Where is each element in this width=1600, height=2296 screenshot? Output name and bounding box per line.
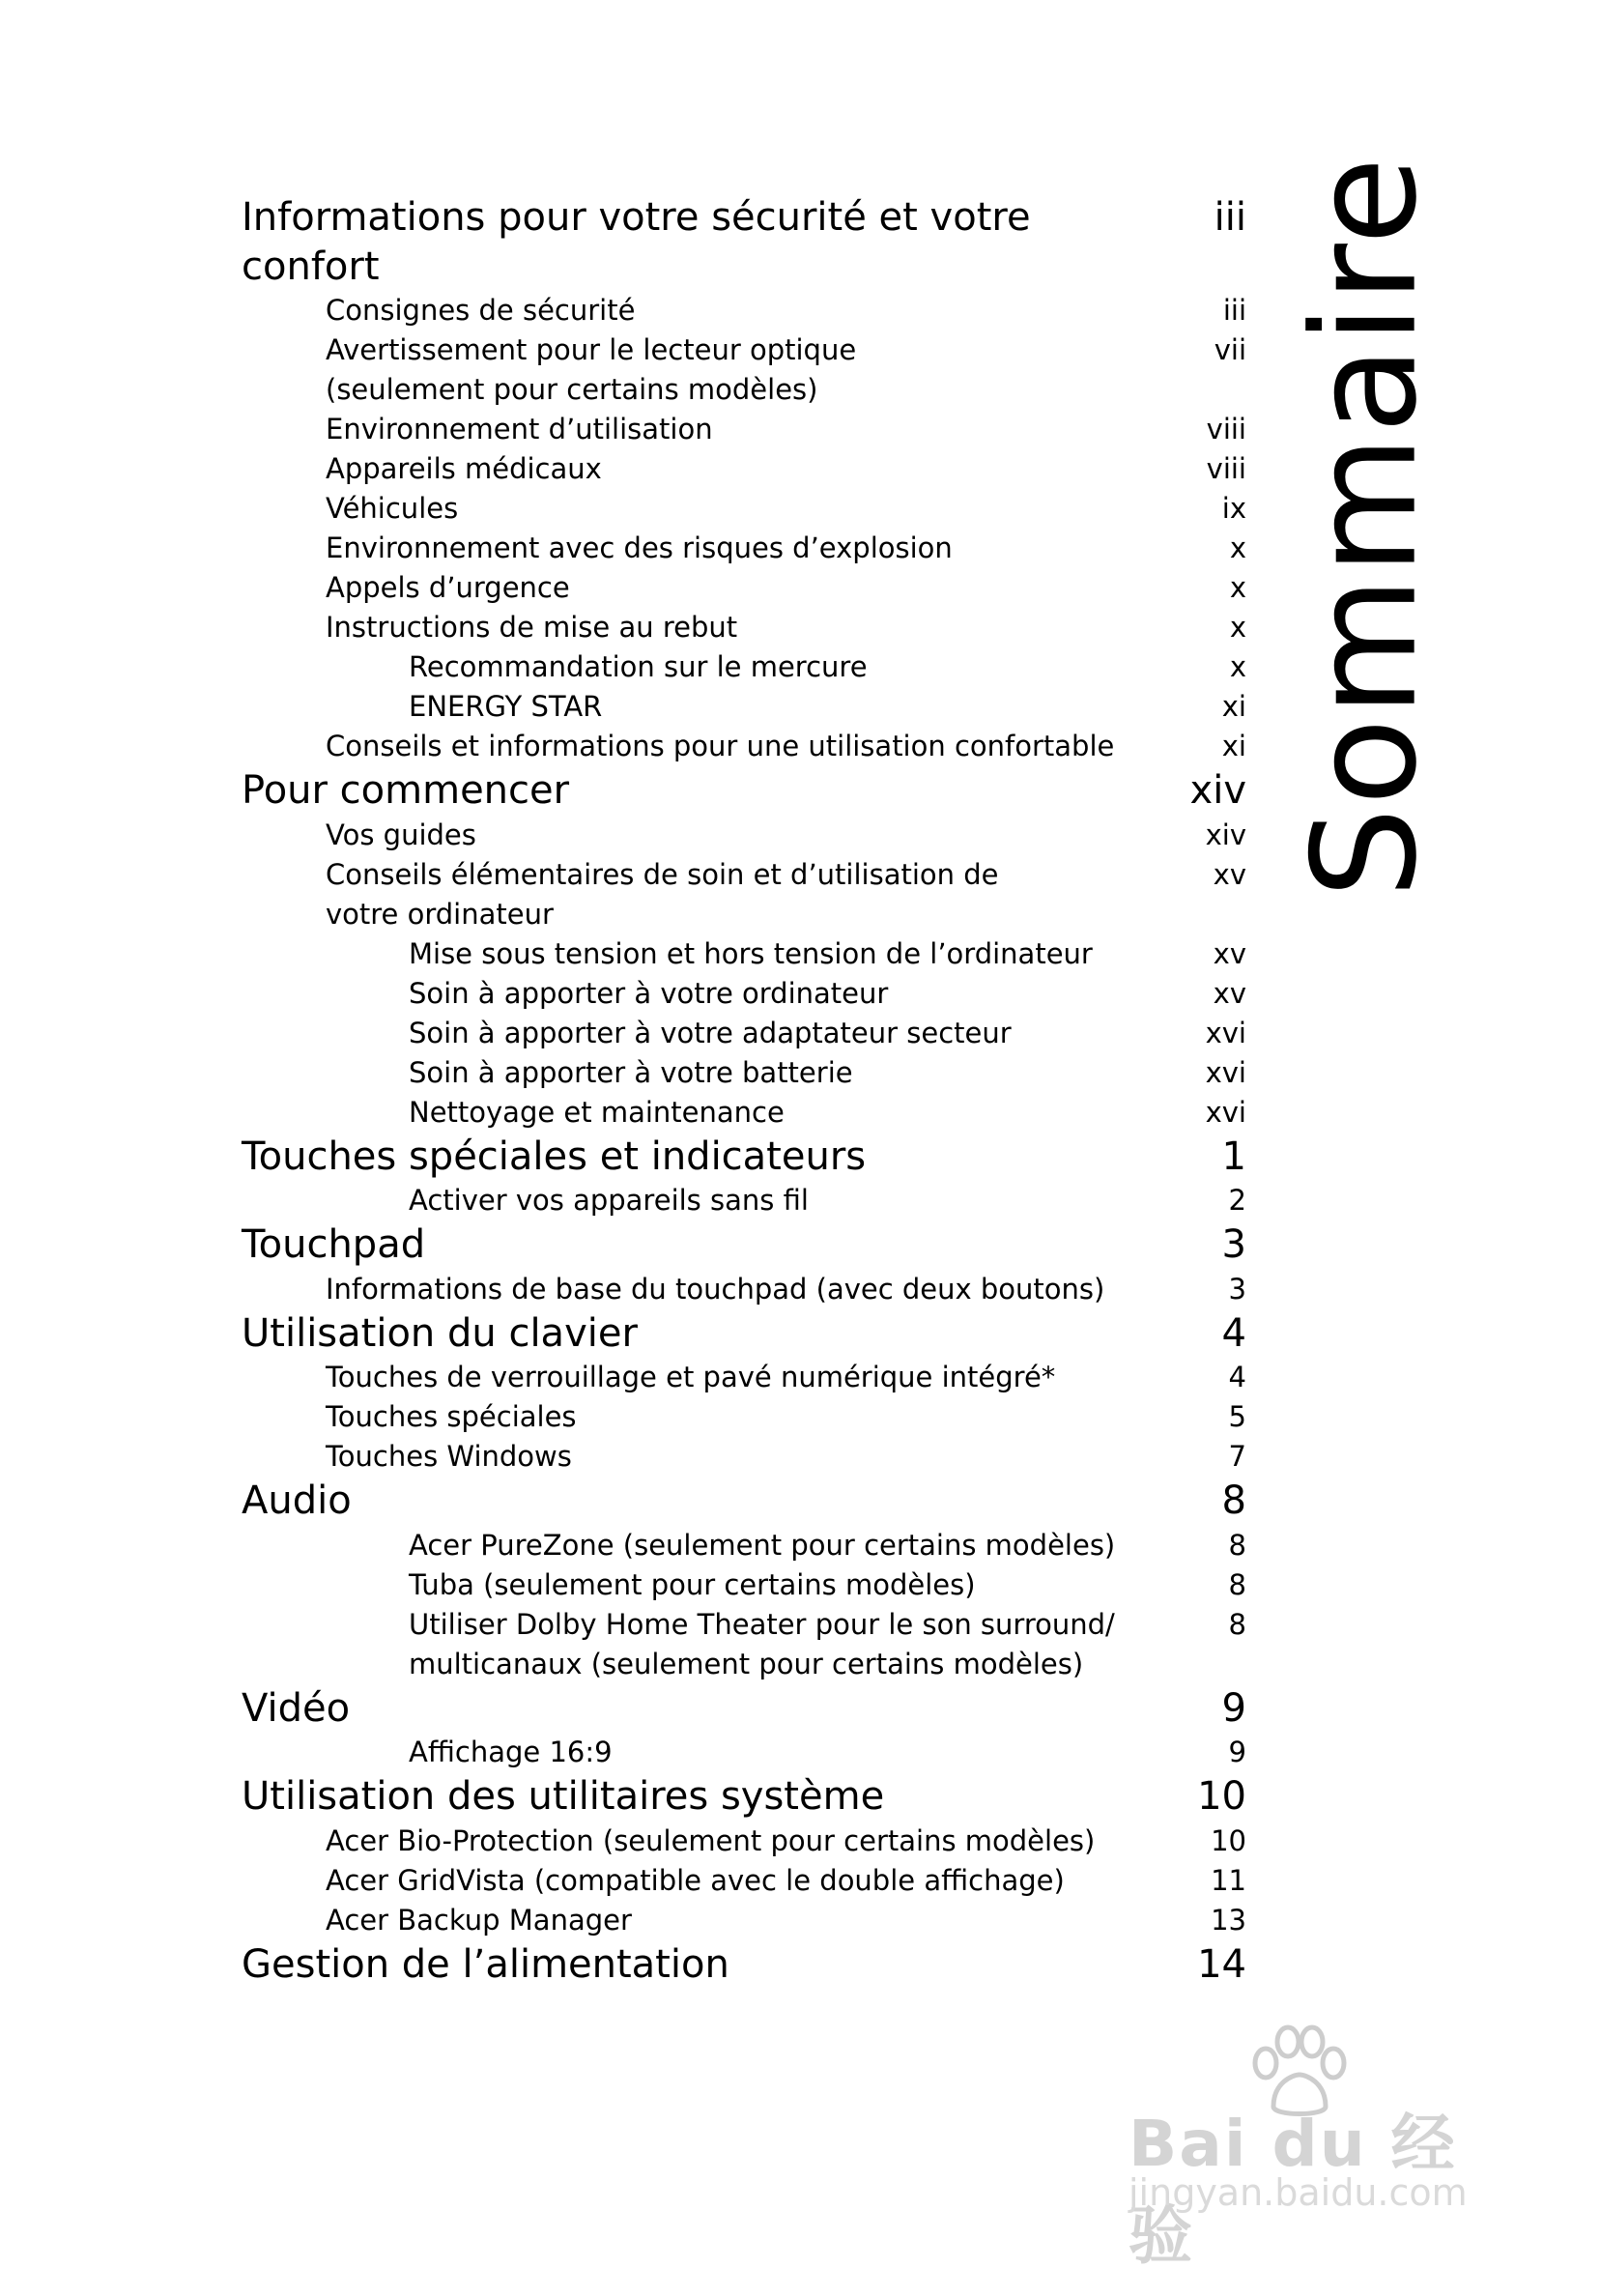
toc-entry-title: Acer GridVista (compatible avec le double affichage) (326, 1863, 1065, 1897)
toc-entry-level-2[interactable] (242, 608, 1246, 647)
toc-entry-level-1[interactable] (242, 1309, 1246, 1359)
toc-entry-level-3[interactable] (242, 1053, 1246, 1093)
toc-entry-level-1[interactable] (242, 1133, 1246, 1182)
side-title-text: Sommaire (1282, 155, 1449, 899)
toc-entry-page: x (1229, 611, 1246, 644)
toc-entry-title: Informations pour votre sécurité et votre confort (242, 195, 1031, 289)
toc-entry-page: xvi (1205, 1055, 1246, 1089)
toc-entry-page: viii (1206, 452, 1246, 485)
toc-entry-level-2[interactable] (242, 330, 1246, 410)
toc-entry-level-1[interactable] (242, 193, 1246, 291)
toc-entry-level-2[interactable] (242, 568, 1246, 608)
toc-entry-level-3[interactable] (242, 1181, 1246, 1220)
toc-entry-title: Acer Backup Manager (326, 1903, 632, 1937)
toc-entry-title: Avertissement pour le lecteur optique (seulement pour certains modèles) (326, 333, 857, 406)
toc-entry-title: Mise sous tension et hors tension de l’ordinateur (409, 936, 1093, 970)
toc-entry-level-3[interactable] (242, 687, 1246, 727)
toc-entry-page: xiv (1189, 768, 1246, 813)
toc-entry-title: Environnement d’utilisation (326, 413, 713, 445)
toc-entry-page: xi (1221, 730, 1246, 762)
toc-entry-level-3[interactable] (242, 647, 1246, 687)
toc-entry-title: Activer vos appareils sans fil (409, 1184, 809, 1217)
toc-entry-level-3[interactable] (242, 1565, 1246, 1605)
toc-entry-title: Acer Bio-Protection (seulement pour certains modèles) (326, 1823, 1096, 1857)
toc-entry-title: ENERGY STAR (409, 690, 603, 723)
toc-entry-page: 8 (1221, 1478, 1246, 1523)
toc-entry-page: iii (1214, 195, 1246, 240)
toc-entry-title: Recommandation sur le mercure (409, 650, 868, 683)
toc-entry-level-1[interactable] (242, 1220, 1246, 1270)
toc-entry-level-1[interactable] (242, 1684, 1246, 1734)
toc-entry-page: 4 (1221, 1310, 1246, 1356)
toc-entry-title: Appels d’urgence (326, 571, 570, 604)
toc-entry-level-2[interactable] (242, 291, 1246, 330)
toc-entry-title: Conseils et informations pour une utilisation confortable (326, 730, 1115, 762)
toc-entry-page: 13 (1211, 1903, 1246, 1937)
toc-entry-level-2[interactable] (242, 816, 1246, 855)
watermark-url: jingyan.baidu.com (1129, 2171, 1468, 2214)
toc-entry-page: 11 (1211, 1863, 1246, 1897)
toc-entry-page: 14 (1197, 1941, 1246, 1987)
toc-entry-level-2[interactable] (242, 1437, 1246, 1477)
toc-entry-level-1[interactable] (242, 1940, 1246, 1990)
toc-entry-level-2[interactable] (242, 529, 1246, 568)
table-of-contents (242, 193, 1246, 1989)
toc-entry-title: Touches spéciales (326, 1400, 577, 1433)
toc-entry-page: 5 (1228, 1400, 1246, 1433)
toc-entry-page: xvi (1205, 1095, 1246, 1129)
toc-entry-title: Utiliser Dolby Home Theater pour le son surround/ multicanaux (seulement pour certains modèles) (409, 1607, 1115, 1680)
toc-entry-title: Véhicules (326, 492, 459, 525)
toc-entry-level-3[interactable] (242, 1733, 1246, 1772)
toc-entry-level-2[interactable] (242, 727, 1246, 766)
toc-entry-page: x (1229, 531, 1246, 564)
toc-entry-level-3[interactable] (242, 1605, 1246, 1684)
toc-entry-level-3[interactable] (242, 974, 1246, 1014)
toc-entry-title: Consignes de sécurité (326, 294, 636, 327)
toc-entry-level-2[interactable] (242, 1901, 1246, 1940)
toc-entry-title: Affichage 16:9 (409, 1736, 613, 1768)
toc-entry-level-2[interactable] (242, 449, 1246, 489)
toc-entry-page: vii (1214, 333, 1246, 366)
toc-entry-page: xv (1213, 857, 1246, 891)
toc-entry-title: Soin à apporter à votre batterie (409, 1055, 853, 1089)
toc-entry-title: Instructions de mise au rebut (326, 611, 738, 644)
toc-entry-title: Environnement avec des risques d’explosion (326, 531, 953, 564)
toc-entry-level-3[interactable] (242, 934, 1246, 974)
toc-entry-title: Touches spéciales et indicateurs (242, 1134, 867, 1179)
toc-entry-title: Utilisation du clavier (242, 1310, 638, 1356)
toc-entry-title: Touchpad (242, 1222, 426, 1267)
toc-entry-level-1[interactable] (242, 1477, 1246, 1526)
toc-entry-level-2[interactable] (242, 1822, 1246, 1861)
toc-entry-title: Nettoyage et maintenance (409, 1095, 785, 1129)
toc-entry-title: Gestion de l’alimentation (242, 1941, 729, 1987)
toc-entry-page: 3 (1228, 1272, 1246, 1306)
toc-entry-title: Touches de verrouillage et pavé numérique intégré* (326, 1361, 1056, 1393)
toc-entry-title: Vos guides (326, 818, 476, 851)
toc-entry-title: Pour commencer (242, 768, 570, 813)
toc-entry-page: 1 (1221, 1134, 1246, 1179)
toc-entry-title: Utilisation des utilitaires système (242, 1774, 885, 1819)
toc-entry-page: x (1229, 650, 1246, 683)
toc-entry-page: viii (1206, 413, 1246, 445)
toc-entry-level-2[interactable] (242, 410, 1246, 449)
toc-entry-title: Touches Windows (326, 1440, 572, 1473)
toc-entry-page: 4 (1228, 1361, 1246, 1393)
baidu-watermark (1129, 2024, 1505, 2273)
toc-entry-level-3[interactable] (242, 1526, 1246, 1565)
toc-entry-title: Audio (242, 1478, 352, 1523)
toc-entry-page: 8 (1228, 1528, 1246, 1562)
toc-entry-page: xiv (1205, 818, 1246, 851)
toc-entry-page: xvi (1205, 1016, 1246, 1049)
toc-entry-title: Tuba (seulement pour certains modèles) (409, 1567, 976, 1601)
toc-entry-title: Soin à apporter à votre ordinateur (409, 976, 889, 1010)
toc-entry-level-2[interactable] (242, 1358, 1246, 1397)
toc-entry-page: 2 (1228, 1184, 1246, 1217)
toc-entry-page: xi (1221, 690, 1246, 723)
toc-entry-level-1[interactable] (242, 766, 1246, 816)
toc-entry-page: 10 (1211, 1823, 1246, 1857)
toc-entry-level-3[interactable] (242, 1093, 1246, 1133)
toc-entry-title: Vidéo (242, 1685, 351, 1731)
side-title (1282, 155, 1449, 899)
toc-entry-page: xv (1213, 976, 1246, 1010)
toc-entry-page: 10 (1197, 1774, 1246, 1819)
toc-entry-level-3[interactable] (242, 1014, 1246, 1053)
toc-entry-level-2[interactable] (242, 1270, 1246, 1309)
toc-entry-level-2[interactable] (242, 855, 1246, 934)
toc-entry-level-2[interactable] (242, 1861, 1246, 1901)
toc-entry-level-1[interactable] (242, 1772, 1246, 1822)
toc-entry-page: 9 (1228, 1736, 1246, 1768)
toc-entry-title: Conseils élémentaires de soin et d’utilisation de votre ordinateur (326, 857, 999, 931)
toc-entry-title: Soin à apporter à votre adaptateur secteur (409, 1016, 1012, 1049)
toc-entry-title: Acer PureZone (seulement pour certains modèles) (409, 1528, 1116, 1562)
watermark-brand: Bai du 经验 (1129, 2107, 1457, 2273)
toc-entry-level-2[interactable] (242, 1397, 1246, 1437)
toc-entry-page: 9 (1221, 1685, 1246, 1731)
toc-entry-level-2[interactable] (242, 489, 1246, 529)
toc-entry-title: Appareils médicaux (326, 452, 602, 485)
toc-entry-page: x (1229, 571, 1246, 604)
toc-entry-page: xv (1213, 936, 1246, 970)
toc-entry-page: 3 (1221, 1222, 1246, 1267)
toc-entry-title: Informations de base du touchpad (avec deux boutons) (326, 1272, 1105, 1306)
toc-entry-page: ix (1221, 492, 1246, 525)
toc-entry-page: 8 (1228, 1567, 1246, 1601)
toc-entry-page: 7 (1228, 1440, 1246, 1473)
toc-entry-page: 8 (1228, 1607, 1246, 1641)
toc-entry-page: iii (1222, 294, 1246, 327)
